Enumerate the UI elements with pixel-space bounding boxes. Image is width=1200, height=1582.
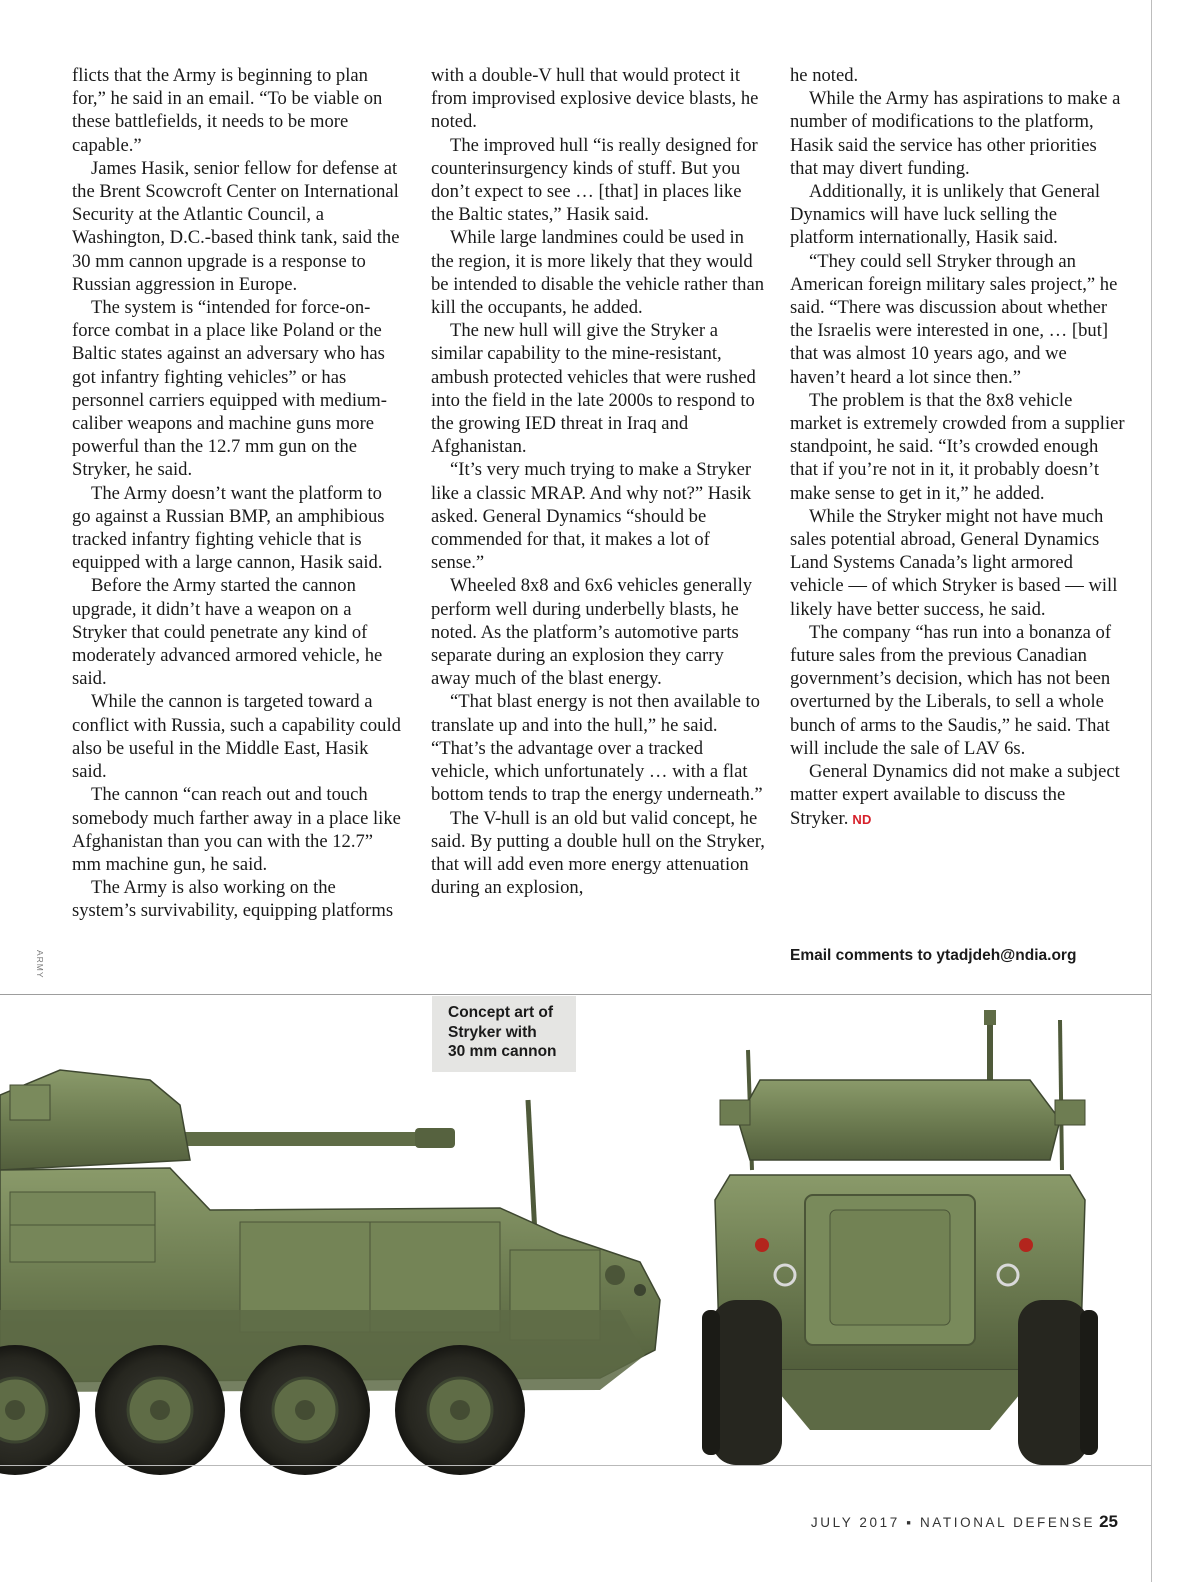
stryker-side-view-illustration xyxy=(0,1010,680,1485)
paragraph: The cannon “can reach out and touch somebody much farther away in a place like Afghanistan than you can with the 12.7” mm machine gun, he said. xyxy=(72,784,401,875)
end-mark: ND xyxy=(852,811,872,827)
paragraph: The Army is also working on the system’s survivability, equipping platforms xyxy=(72,877,394,922)
page-footer xyxy=(811,1512,1118,1532)
paragraph: The improved hull “is really designed for counterinsurgency kinds of stuff. But you don’t expect to see … [that] in places like the Baltic states,” Hasik said. xyxy=(431,134,758,226)
article-column-2 xyxy=(431,64,766,899)
article-column-1 xyxy=(72,64,404,923)
paragraph: While large landmines could be used in the region, it is more likely that they would be intended to disable the vehicle rather than kill the occupants, he added. xyxy=(431,227,765,319)
paragraph: flicts that the Army is beginning to plan for,” he said in an email. “To be viable on these battlefields, it needs to be more capable.” xyxy=(72,65,383,156)
paragraph: While the Stryker might not have much sales potential abroad, General Dynamics Land Systems Canada’s light armored vehicle — of which Stryker is based — will likely have better success, he said. xyxy=(790,505,1118,620)
stryker-rear-view-illustration xyxy=(690,1010,1110,1485)
paragraph: Additionally, it is unlikely that General Dynamics will have luck selling the platform internationally, Hasik said. xyxy=(790,181,1101,249)
paragraph: Before the Army started the cannon upgrade, it didn’t have a weapon on a Stryker that could penetrate any kind of moderately advanced armored vehicle, he said. xyxy=(72,575,383,690)
paragraph: While the cannon is targeted toward a conflict with Russia, such a capability could also be useful in the Middle East, Hasik said. xyxy=(72,691,401,783)
section-divider xyxy=(0,994,1151,995)
paragraph-text: General Dynamics did not make a subject matter expert available to discuss the Stryker. xyxy=(790,761,1120,829)
page-number: 25 xyxy=(1099,1512,1118,1531)
photo-credit: ARMY xyxy=(35,950,45,979)
paragraph: The new hull will give the Stryker a similar capability to the mine-resistant, ambush protected vehicles that were rushed into the field in the late 2000s to respond to the growing IED threat in Iraq and Afghanistan. xyxy=(431,320,756,458)
paragraph: “They could sell Stryker through an American foreign military sales project,” he said. “There was discussion about whether the Israelis were interested in one, … [but] that was almost 10 years ago, and we haven’t heard a lot since then.” xyxy=(790,250,1118,388)
last-paragraph xyxy=(790,760,1125,831)
figure-caption: Concept art of Stryker with 30 mm cannon xyxy=(448,1004,557,1060)
paragraph: The Army doesn’t want the platform to go against a Russian BMP, an amphibious tracked infantry fighting vehicle that is equipped with a large cannon, Hasik said. xyxy=(72,482,385,574)
page-edge-rule xyxy=(1151,0,1152,1582)
paragraph: Wheeled 8x8 and 6x6 vehicles generally perform well during underbelly blasts, he noted. As the platform’s automotive parts separate during an explosion they carry away much of the blast energy. xyxy=(431,575,753,690)
paragraph: The problem is that the 8x8 vehicle market is extremely crowded from a supplier standpoint, he said. “It’s crowded enough that if you’re not in it, it probably doesn’t make sense to get in it,” he added. xyxy=(790,389,1125,504)
ground-line xyxy=(0,1465,1151,1466)
paragraph: with a double-V hull that would protect it from improvised explosive device blasts, he noted. xyxy=(431,65,759,133)
issue-label: JULY 2017 ▪ NATIONAL DEFENSE xyxy=(810,1515,1096,1530)
paragraph: he noted. xyxy=(790,65,859,86)
paragraph: “It’s very much trying to make a Stryker like a classic MRAP. And why not?” Hasik asked. General Dynamics “should be commended for that, it makes a lot of sense.” xyxy=(431,459,752,574)
paragraph: James Hasik, senior fellow for defense at the Brent Scowcroft Center on International Security at the Atlantic Council, a Washington, D.C.-based think tank, said the 30 mm cannon upgrade is a response to Russian aggression in Europe. xyxy=(72,157,400,295)
paragraph: “That blast energy is not then available to translate up and into the hull,” he said. “That’s the advantage over a tracked vehicle, which unfortunately … with a flat bottom tends to trap the energy underneath.” xyxy=(431,691,763,806)
paragraph: While the Army has aspirations to make a number of modifications to the platform, Hasik said the service has other priorities that may divert funding. xyxy=(790,88,1121,179)
paragraph: The system is “intended for force-on-force combat in a place like Poland or the Baltic states against an adversary who has got infantry fighting vehicles” or has personnel carriers equipped with medium-caliber weapons and machine guns more powerful than the 12.7 mm gun on the Stryker, he said. xyxy=(72,297,387,481)
paragraph: The company “has run into a bonanza of future sales from the previous Canadian government’s decision, which has not been overturned by the Liberals, to sell a whole bunch of arms to the Saudis,” he said. That will include the sale of LAV 6s. xyxy=(790,621,1112,759)
email-comments-line: Email comments to ytadjdeh@ndia.org xyxy=(790,947,1077,964)
article-column-3 xyxy=(790,64,1125,831)
paragraph: The V-hull is an old but valid concept, he said. By putting a double hull on the Stryker, that will add even more energy attenuation during an explosion, xyxy=(431,807,765,899)
